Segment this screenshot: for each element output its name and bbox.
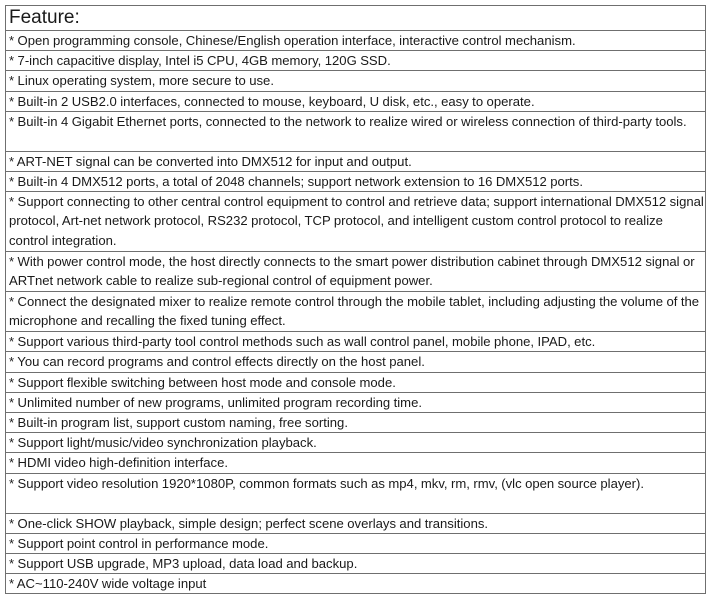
feature-item: * HDMI video high-definition interface. [6,453,706,473]
feature-item: * Support connecting to other central control equipment to control and retrieve data; support international DMX512 signal protocol, Art-net network protocol, RS232 protocol, TCP protocol, and intelligent custom control protocol to realize control integration. [6,192,706,252]
feature-item: * Support USB upgrade, MP3 upload, data load and backup. [6,554,706,574]
table-row [6,372,706,392]
table-row [6,292,706,332]
table-row [6,51,706,71]
table-row [6,151,706,171]
table-row [6,71,706,91]
feature-item: * Built-in program list, support custom naming, free sorting. [6,413,706,433]
feature-item: * ART-NET signal can be converted into DMX512 for input and output. [6,151,706,171]
feature-item: * Built-in 4 DMX512 ports, a total of 2048 channels; support network extension to 16 DMX512 ports. [6,172,706,192]
table-row [6,111,706,151]
table-row [6,252,706,292]
table-row [6,31,706,51]
feature-item: * Support flexible switching between host mode and console mode. [6,372,706,392]
feature-table [5,5,706,594]
feature-item: * 7-inch capacitive display, Intel i5 CPU, 4GB memory, 120G SSD. [6,51,706,71]
table-header-row [6,6,706,31]
table-row [6,413,706,433]
table-row [6,554,706,574]
feature-item: * AC~110-240V wide voltage input [6,574,706,594]
table-row [6,91,706,111]
feature-item: * Built-in 2 USB2.0 interfaces, connected to mouse, keyboard, U disk, etc., easy to operate. [6,91,706,111]
table-row [6,332,706,352]
table-row [6,172,706,192]
table-row [6,473,706,513]
table-row [6,192,706,252]
feature-item: * Unlimited number of new programs, unlimited program recording time. [6,392,706,412]
feature-item: * Linux operating system, more secure to use. [6,71,706,91]
feature-item: * Support video resolution 1920*1080P, common formats such as mp4, mkv, rm, rmv, (vlc open source player). [6,473,706,513]
feature-item: * Open programming console, Chinese/English operation interface, interactive control mechanism. [6,31,706,51]
feature-item: * Support point control in performance mode. [6,533,706,553]
table-row [6,513,706,533]
feature-header: Feature: [6,6,706,31]
feature-item: * You can record programs and control effects directly on the host panel. [6,352,706,372]
table-row [6,533,706,553]
feature-item: * Connect the designated mixer to realize remote control through the mobile tablet, including adjusting the volume of the microphone and recalling the fixed tuning effect. [6,292,706,332]
feature-item: * One-click SHOW playback, simple design; perfect scene overlays and transitions. [6,513,706,533]
table-row [6,352,706,372]
feature-item: * Support light/music/video synchronization playback. [6,433,706,453]
feature-item: * With power control mode, the host directly connects to the smart power distribution cabinet through DMX512 signal or ARTnet network cable to realize sub-regional control of equipment power. [6,252,706,292]
table-row [6,392,706,412]
feature-item: * Built-in 4 Gigabit Ethernet ports, connected to the network to realize wired or wireless connection of third-party tools. [6,111,706,151]
table-row [6,574,706,594]
table-row [6,433,706,453]
table-row [6,453,706,473]
feature-item: * Support various third-party tool control methods such as wall control panel, mobile phone, IPAD, etc. [6,332,706,352]
